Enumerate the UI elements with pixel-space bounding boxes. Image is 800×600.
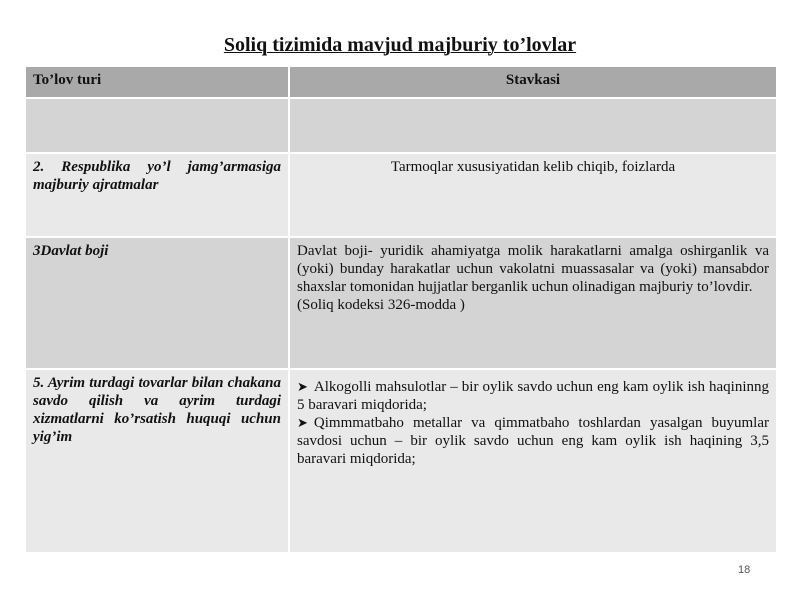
- bullet-text: Alkogolli mahsulotlar – bir oylik savdo uchun eng kam oylik ish haqininng 5 baravari miqdorida;: [297, 379, 769, 413]
- table-row: [25, 153, 777, 237]
- table-cell-rate: [289, 237, 777, 369]
- page-title: Soliq tizimida mavjud majburiy to’lovlar: [223, 34, 577, 56]
- table-cell-rate: [289, 98, 777, 153]
- table-cell-payment-type: 2. Respublika yo’l jamg’armasiga majburiy ajratmalar: [25, 153, 289, 237]
- column-header-payment-type: To’lov turi: [25, 66, 289, 98]
- column-header-rate: Stavkasi: [289, 66, 777, 98]
- table-cell-payment-type: 5. Ayrim turdagi tovarlar bilan chakana savdo qilish va ayrim turdagi xizmatlarni ko’rsatish huquqi uchun yig’im: [25, 369, 289, 553]
- list-item: [297, 378, 769, 414]
- rate-description: Davlat boji- yuridik ahamiyatga molik harakatlarni amalga oshirganlik va (yoki) bunday harakatlar uchun vakolatni muassasalar va (yoki) mansabdor shaxslar tomonidan hujjatlar berganlik uchun olinadigan majburiy to’lovdir.: [297, 243, 769, 295]
- table-header-row: [25, 66, 777, 98]
- table-cell-rate: Tarmoqlar xususiyatidan kelib chiqib, foizlarda: [289, 153, 777, 237]
- bullet-text: Qimmmatbaho metallar va qimmatbaho toshlardan yasalgan buyumlar savdosi uchun – bir oylik savdo uchun eng kam oylik ish haqining 3,5 baravari miqdorida;: [297, 415, 769, 467]
- payments-table: [24, 65, 778, 554]
- table-cell-payment-type: 3Davlat boji: [25, 237, 289, 369]
- table-row: [25, 98, 777, 153]
- rate-bullet-list: [297, 378, 769, 468]
- arrow-bullet-icon: ➤: [297, 415, 308, 430]
- list-item: [297, 414, 769, 468]
- table-row: [25, 369, 777, 553]
- table-row: [25, 237, 777, 369]
- rate-note: (Soliq kodeksi 326-modda ): [297, 297, 465, 313]
- table-cell-payment-type: [25, 98, 289, 153]
- page-number: 18: [738, 564, 751, 576]
- arrow-bullet-icon: ➤: [297, 379, 308, 394]
- table-cell-rate: [289, 369, 777, 553]
